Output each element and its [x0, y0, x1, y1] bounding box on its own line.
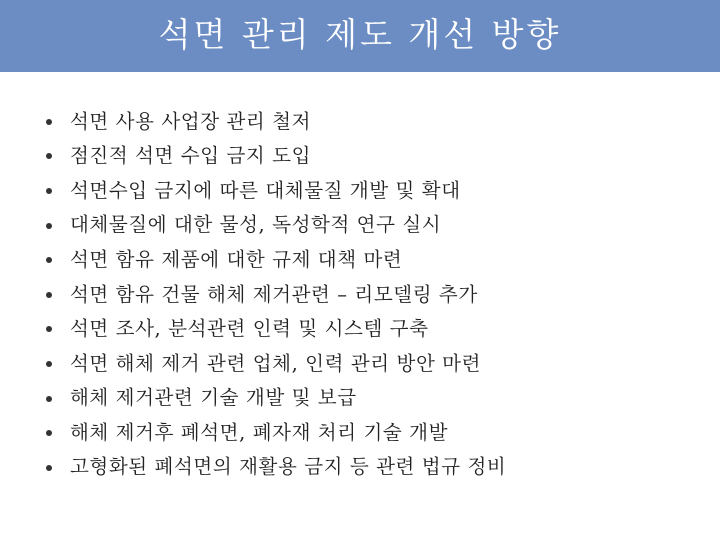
bullet-icon	[46, 361, 52, 367]
bullet-item	[46, 242, 706, 277]
bullet-text: 점진적 석면 수입 금지 도입	[70, 144, 312, 168]
bullet-text: 고형화된 폐석면의 재활용 금지 등 관련 법규 정비	[70, 455, 507, 479]
bullet-text: 석면 사용 사업장 관리 철저	[70, 109, 312, 133]
bullet-item	[46, 104, 706, 139]
bullet-item	[46, 208, 706, 243]
bullet-item	[46, 312, 706, 347]
bullet-text: 석면 함유 건물 해체 제거관련 – 리모델링 추가	[70, 282, 478, 306]
bullet-text: 대체물질에 대한 물성, 독성학적 연구 실시	[70, 213, 442, 237]
bullet-item	[46, 450, 706, 485]
bullet-item	[46, 173, 706, 208]
bullet-item	[46, 277, 706, 312]
bullet-text: 석면 해체 제거 관련 업체, 인력 관리 방안 마련	[70, 351, 482, 375]
bullet-item	[46, 381, 706, 416]
bullet-item	[46, 139, 706, 174]
bullet-icon	[46, 396, 52, 402]
title-bar	[0, 0, 720, 72]
bullet-item	[46, 415, 706, 450]
bullet-icon	[46, 223, 52, 229]
bullet-item	[46, 346, 706, 381]
bullet-icon	[46, 188, 52, 194]
bullet-icon	[46, 465, 52, 471]
slide-title: 석면 관리 제도 개선 방향	[158, 14, 562, 54]
bullet-icon	[46, 153, 52, 159]
bullet-text: 석면 조사, 분석관련 인력 및 시스템 구축	[70, 317, 429, 341]
bullet-text: 석면 함유 제품에 대한 규제 대책 마련	[70, 247, 403, 271]
bullet-icon	[46, 430, 52, 436]
bullet-icon	[46, 257, 52, 263]
bullet-icon	[46, 292, 52, 298]
bullet-list	[46, 104, 706, 485]
bullet-text: 해체 제거후 폐석면, 폐자재 처리 기술 개발	[70, 420, 449, 444]
bullet-text: 해체 제거관련 기술 개발 및 보급	[70, 386, 357, 410]
bullet-icon	[46, 119, 52, 125]
bullet-icon	[46, 326, 52, 332]
bullet-text: 석면수입 금지에 따른 대체물질 개발 및 확대	[70, 178, 461, 202]
